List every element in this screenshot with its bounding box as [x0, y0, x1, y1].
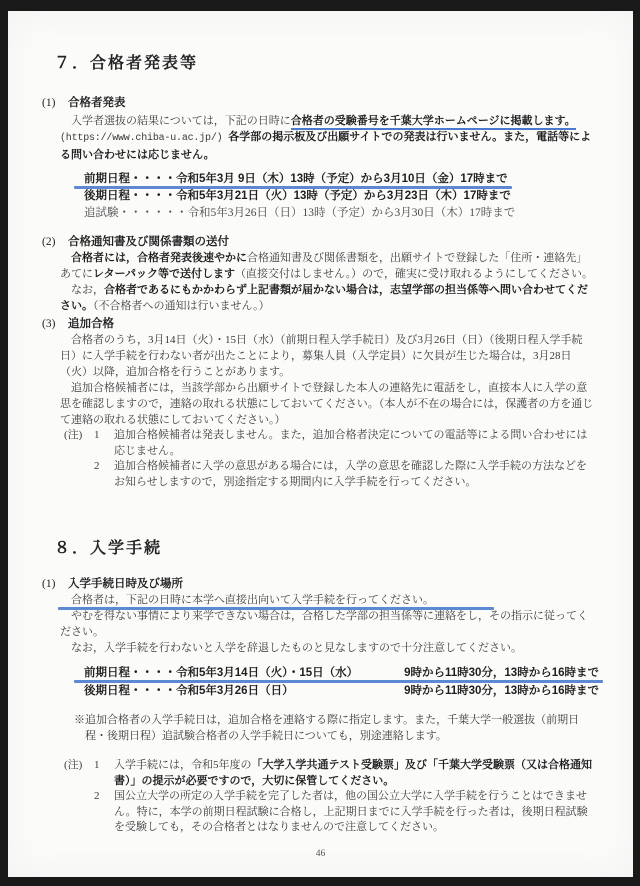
note-label: (注): [64, 759, 83, 771]
text-run: レターパック等で送付します: [93, 268, 236, 280]
section-8: [42, 538, 599, 836]
procedure-paragraph-2: やむを得ない事情により来学できない場合は，合格した学部の担当係等に連絡をし，その指示に従ってください。: [60, 610, 588, 638]
note-row-2: [64, 459, 597, 490]
kome-note: ※追加合格者の入学手続日は，追加合格を連絡する際に指定します。また，千葉大学一般選抜（前期日程・後期日程）追試験合格者の入学手続日についても，別途連絡します。: [74, 714, 580, 742]
note-number: 1: [94, 759, 100, 771]
section-7-item-2-heading: [42, 234, 597, 250]
additional-pass-paragraph-2: 追加合格候補者には，当該学部から出願サイトで登録した本人の連絡先に電話をし，直接本人に入学の意思を確認しますので，連絡の取れる状態にしておいてください。（本人が不在の場合には，保護者の方を通じて連絡の取れる状態にしておいてください。）: [60, 382, 594, 426]
section-8-title: ８．入学手続: [54, 540, 163, 557]
note-row-1: [64, 428, 597, 459]
schedule-row-kouki: [84, 682, 599, 700]
text-run: 入学者選抜の結果については，下記の日時に: [71, 115, 291, 127]
text-run: 合格者には，合格者発表後速やかに: [71, 252, 247, 264]
note-number: 2: [94, 790, 100, 802]
schedule-time: 9時から11時30分，13時から16時まで: [404, 685, 599, 697]
text-run: （不合格者への通知は行いません。）: [93, 300, 270, 312]
text-run: 各学部の掲示板及び出願サイトでの発表は行いません。また，電話等による問い合わせには応じません。: [60, 131, 592, 161]
text-run: なお，: [71, 284, 104, 296]
note-text: 追加合格候補者は発表しません。また，追加合格者決定についての電話等による問い合わせには応じません。: [114, 429, 588, 457]
note-label: (注): [64, 429, 83, 441]
document-page: [8, 11, 633, 877]
item-heading-text: 追加合格: [68, 318, 114, 330]
item-number: (3): [42, 318, 56, 330]
note-text: 国公立大学の所定の入学手続を完了した者は，他の国公立大学に入学手続を行うことはできません。特に，本学の前期日程試験に合格し，上記期日までに入学手続を行った者は，後期日程試験を受験しても，その合格者とはなりませんので注意してください。: [114, 790, 588, 833]
note-row-2: [64, 789, 597, 836]
text-run: 合格通知書及び関係書類を，出願サイトで登録した「住所・連絡先」あてに: [60, 252, 588, 280]
text-run: 合格者であるにもかかわらず上記書類が届かない場合は，志望学部の担当係等へ問い合わせてください。: [60, 284, 588, 312]
item-heading-text: 合格通知書及び関係書類の送付: [68, 236, 229, 248]
schedule-time: 9時から11時30分，13時から16時まで: [404, 667, 599, 679]
notification-paragraph-1: [60, 250, 597, 282]
note-label-spacer: [64, 459, 94, 490]
item-heading-text: 合格者発表: [68, 97, 126, 109]
section-7-item-1-heading: [42, 95, 597, 111]
section-7-item-3-heading: [42, 316, 597, 332]
note-row-1: [64, 758, 597, 789]
schedule-row-tsuishiken: 追試験・・・・・・令和5年3月26日（日）13時（予定）から3月30日（木）17時まで: [84, 207, 516, 219]
procedure-schedule: [84, 664, 599, 700]
note-number: 2: [94, 460, 100, 472]
procedure-paragraph-underlined: 合格者は，下記の日時に本学へ直接出向いて入学手続を行ってください。: [60, 592, 597, 608]
note-number: 1: [94, 429, 100, 441]
text-run: 合格者の受験番号を千葉大学ホームページに掲載します。: [291, 115, 576, 130]
section-8-item-1-heading: [42, 576, 597, 592]
note-text: [114, 758, 597, 789]
schedule-date: 後期日程・・・・令和5年3月26日（日）: [84, 685, 294, 697]
announcement-schedule: [84, 171, 597, 222]
section-7-item-3: [42, 316, 597, 490]
section-8-notes: [60, 758, 597, 836]
procedure-paragraph-3: なお，入学手続を行わないと入学を辞退したものと見なしますので十分注意してください。: [71, 642, 522, 654]
schedule-row-kouki: 後期日程・・・・令和5年3月21日（火）13時（予定）から3月23日（木）17時まで: [84, 190, 511, 202]
schedule-date: 前期日程・・・・令和5年3月14日（火）・15日（水）: [84, 667, 359, 679]
schedule-row-zenki: [84, 664, 599, 682]
text-run: （直接交付はしません。）ので，確実に受け取れるようにしてください。: [235, 268, 593, 280]
section-7-item-2: [42, 234, 597, 314]
page-content: [8, 11, 633, 836]
text-run: 「大学入学共通テスト受験票」及び「千葉大学受験票（又は合格通知書）」の提示が必要ですので，大切に保管してください。: [114, 759, 593, 787]
text-run: 入学手続には，令和5年度の: [114, 759, 252, 771]
text-run: (https://www.chiba-u.ac.jp/): [60, 133, 229, 144]
section-7-title: ７．合格者発表等: [54, 55, 199, 72]
page-number: 46: [315, 849, 326, 859]
item-heading-text: 入学手続日時及び場所: [68, 578, 183, 590]
note-text: 追加合格候補者に入学の意思がある場合には，入学の意思を確認した際に入学手続の方法などをお知らせしますので，別途指定する期間内に入学手続を行ってください。: [114, 460, 587, 488]
item-number: (1): [42, 97, 56, 109]
notification-paragraph-2: [60, 282, 597, 314]
section-7: [42, 53, 597, 490]
item-number: (1): [42, 578, 56, 590]
item-number: (2): [42, 236, 56, 248]
announcement-paragraph: [60, 113, 597, 163]
additional-pass-paragraph-1: 合格者のうち，3月14日（火）・15日（水）（前期日程入学手続日）及び3月26日（日）（後期日程入学手続日）に入学手続を行わない者が出たことにより，募集人員（入学定員）に欠員が生じた場合は，3月28日（火）以降，追加合格を行うことがあります。: [60, 334, 583, 378]
note-label-spacer: [64, 789, 94, 836]
schedule-row-zenki: 前期日程・・・・令和5年3月 9日（木）13時（予定）から3月10日（金）17時まで: [84, 171, 508, 188]
